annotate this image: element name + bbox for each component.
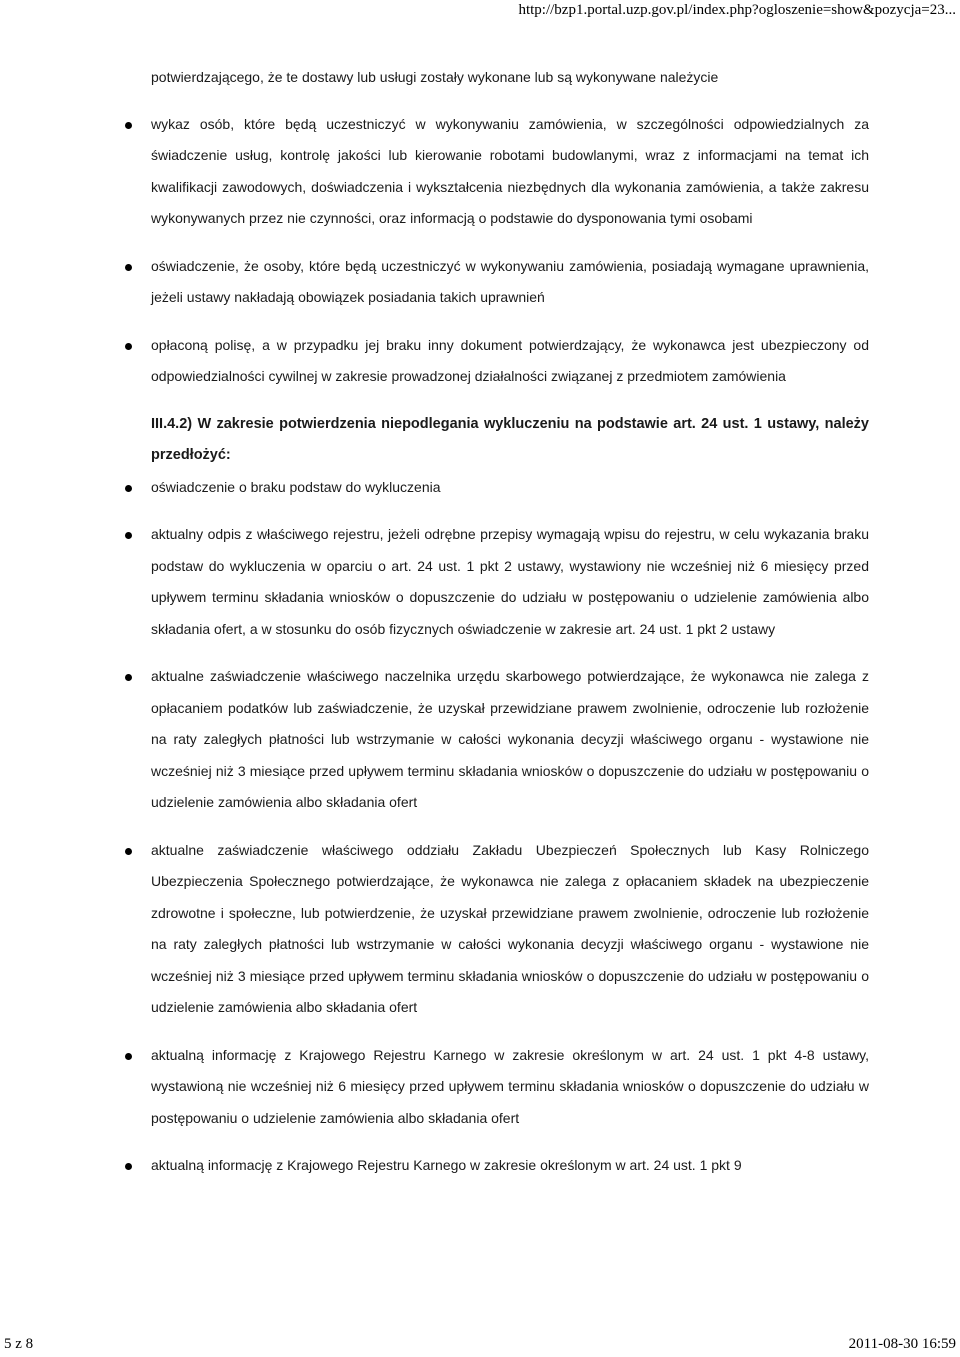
print-datetime: 2011-08-30 16:59 xyxy=(848,1336,956,1352)
list-item: oświadczenie, że osoby, które będą uczestniczyć w wykonywaniu zamówienia, posiadają wymagane uprawnienia, jeżeli ustawy nakładają obowiązek posiadania takich uprawnień xyxy=(151,251,869,314)
list-item: opłaconą polisę, a w przypadku jej braku inny dokument potwierdzający, że wykonawca jest ubezpieczony od odpowiedzialności cywilnej w zakresie prowadzonej działalności związanej z przedmiotem zamówienia xyxy=(151,330,869,393)
list-item: aktualny odpis z właściwego rejestru, jeżeli odrębne przepisy wymagają wpisu do rejestru, w celu wykazania braku podstaw do wykluczenia w oparciu o art. 24 ust. 1 pkt 2 ustawy, wystawiony nie wcześniej niż 6 miesięcy przed upływem terminu składania wniosków o dopuszczenie do udziału w postępowaniu o udzielenie zamówienia albo składania ofert, a w stosunku do osób fizycznych oświadczenie w zakresie art. 24 ust. 1 pkt 2 ustawy xyxy=(151,519,869,645)
list-item: oświadczenie o braku podstaw do wykluczenia xyxy=(151,472,869,504)
list-item: wykaz osób, które będą uczestniczyć w wykonywaniu zamówienia, w szczególności odpowiedzialnych za świadczenie usług, kontrolę jakości lub kierowanie robotami budowlanymi, wraz z informacjami na temat ich kwalifikacji zawodowych, doświadczenia i wykształcenia niezbędnych dla wykonania zamówienia, a także zakresu wykonywanych przez nie czynności, oraz informacją o podstawie do dysponowania tymi osobami xyxy=(151,109,869,235)
list-item: aktualną informację z Krajowego Rejestru Karnego w zakresie określonym w art. 24 ust. 1 pkt 4-8 ustawy, wystawioną nie wcześniej niż 6 miesięcy przed upływem terminu składania wniosków o dopuszczenie do udziału w postępowaniu o udzielenie zamówienia albo składania ofert xyxy=(151,1040,869,1135)
list-item: aktualną informację z Krajowego Rejestru Karnego w zakresie określonym w art. 24 ust. 1 pkt 9 xyxy=(151,1150,869,1182)
exclusion-documents-list xyxy=(151,472,869,1182)
section-heading: III.4.2) W zakresie potwierdzenia niepodlegania wykluczeniu na podstawie art. 24 ust. 1 ustawy, należy przedłożyć: xyxy=(151,415,869,463)
list-item: aktualne zaświadczenie właściwego oddziału Zakładu Ubezpieczeń Społecznych lub Kasy Rolniczego Ubezpieczenia Społecznego potwierdzające, że wykonawca nie zalega z opłacaniem składek na ubezpieczenie zdrowotne i społeczne, lub potwierdzenie, że uzyskał przewidziane prawem zwolnienie, odroczenie lub rozłożenie na raty zaległych płatności lub wstrzymanie w całości wykonania decyzji właściwego organu - wystawione nie wcześniej niż 3 miesiące przed upływem terminu składania wniosków o dopuszczenie do udziału w postępowaniu o udzielenie zamówienia albo składania ofert xyxy=(151,835,869,1024)
lead-paragraph: potwierdzającego, że te dostawy lub usługi zostały wykonane lub są wykonywane należycie xyxy=(151,69,719,85)
qualification-documents-list xyxy=(151,109,869,393)
page-url-header: http://bzp1.portal.uzp.gov.pl/index.php?ogloszenie=show&pozycja=23... xyxy=(518,2,956,18)
document-body xyxy=(151,62,869,1198)
list-item: aktualne zaświadczenie właściwego naczelnika urzędu skarbowego potwierdzające, że wykonawca nie zalega z opłacaniem podatków lub zaświadczenie, że uzyskał przewidziane prawem zwolnienie, odroczenie lub rozłożenie na raty zaległych płatności lub wstrzymanie w całości wykonania decyzji właściwego organu - wystawione nie wcześniej niż 3 miesiące przed upływem terminu składania wniosków o dopuszczenie do udziału w postępowaniu o udzielenie zamówienia albo składania ofert xyxy=(151,661,869,819)
page-number: 5 z 8 xyxy=(4,1336,34,1352)
